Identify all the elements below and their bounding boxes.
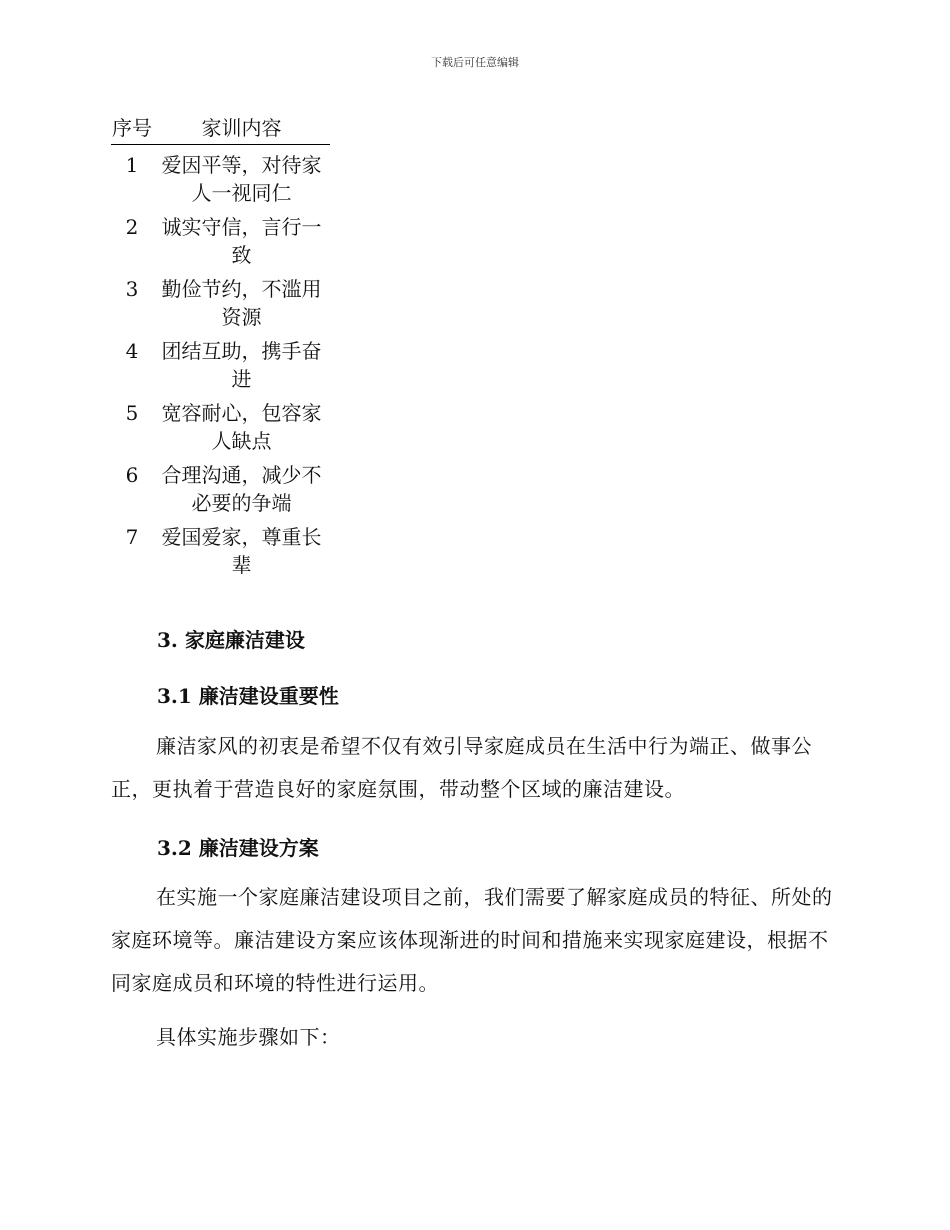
table-row [111, 207, 330, 269]
column-header-number: 序号 [112, 116, 152, 140]
paragraph-importance: 廉洁家风的初衷是希望不仅有效引导家庭成员在生活中行为端正、做事公正，更执着于营造良好的家庭氛围，带动整个区域的廉洁建设。 [111, 734, 812, 801]
family-rules-table [111, 114, 330, 579]
table-row [111, 331, 330, 393]
section-heading: 3. 家庭廉洁建设 [157, 628, 305, 652]
row-number: 6 [125, 463, 139, 487]
table-row [111, 455, 330, 517]
row-content: 诚实守信，言行一致 [161, 215, 322, 267]
table-header [111, 114, 330, 145]
paragraph-steps-intro: 具体实施步骤如下： [156, 1025, 341, 1049]
column-header-content: 家训内容 [201, 116, 282, 140]
page-header: 下载后可任意编辑 [431, 56, 519, 69]
row-content: 爱因平等，对待家人一视同仁 [161, 153, 322, 205]
row-content: 宽容耐心，包容家人缺点 [161, 401, 322, 453]
row-content: 勤俭节约，不滥用资源 [161, 277, 322, 329]
row-number: 3 [125, 277, 139, 301]
paragraph-plan: 在实施一个家庭廉洁建设项目之前，我们需要了解家庭成员的特征、所处的家庭环境等。廉洁建设方案应该体现渐进的时间和措施来实现家庭建设，根据不同家庭成员和环境的特性进行运用。 [111, 885, 833, 995]
row-content: 合理沟通，减少不必要的争端 [161, 463, 322, 515]
row-content: 团结互助，携手奋进 [161, 339, 322, 391]
row-number: 1 [125, 153, 139, 177]
subsection-heading-importance: 3.1 廉洁建设重要性 [157, 684, 339, 708]
row-number: 2 [125, 215, 139, 239]
row-number: 7 [125, 525, 139, 549]
table-row [111, 145, 330, 207]
row-number: 5 [125, 401, 139, 425]
subsection-heading-plan: 3.2 廉洁建设方案 [157, 836, 319, 860]
table-row [111, 517, 330, 579]
row-content: 爱国爱家，尊重长辈 [161, 525, 322, 577]
table-row [111, 269, 330, 331]
row-number: 4 [125, 339, 139, 363]
table-row [111, 393, 330, 455]
